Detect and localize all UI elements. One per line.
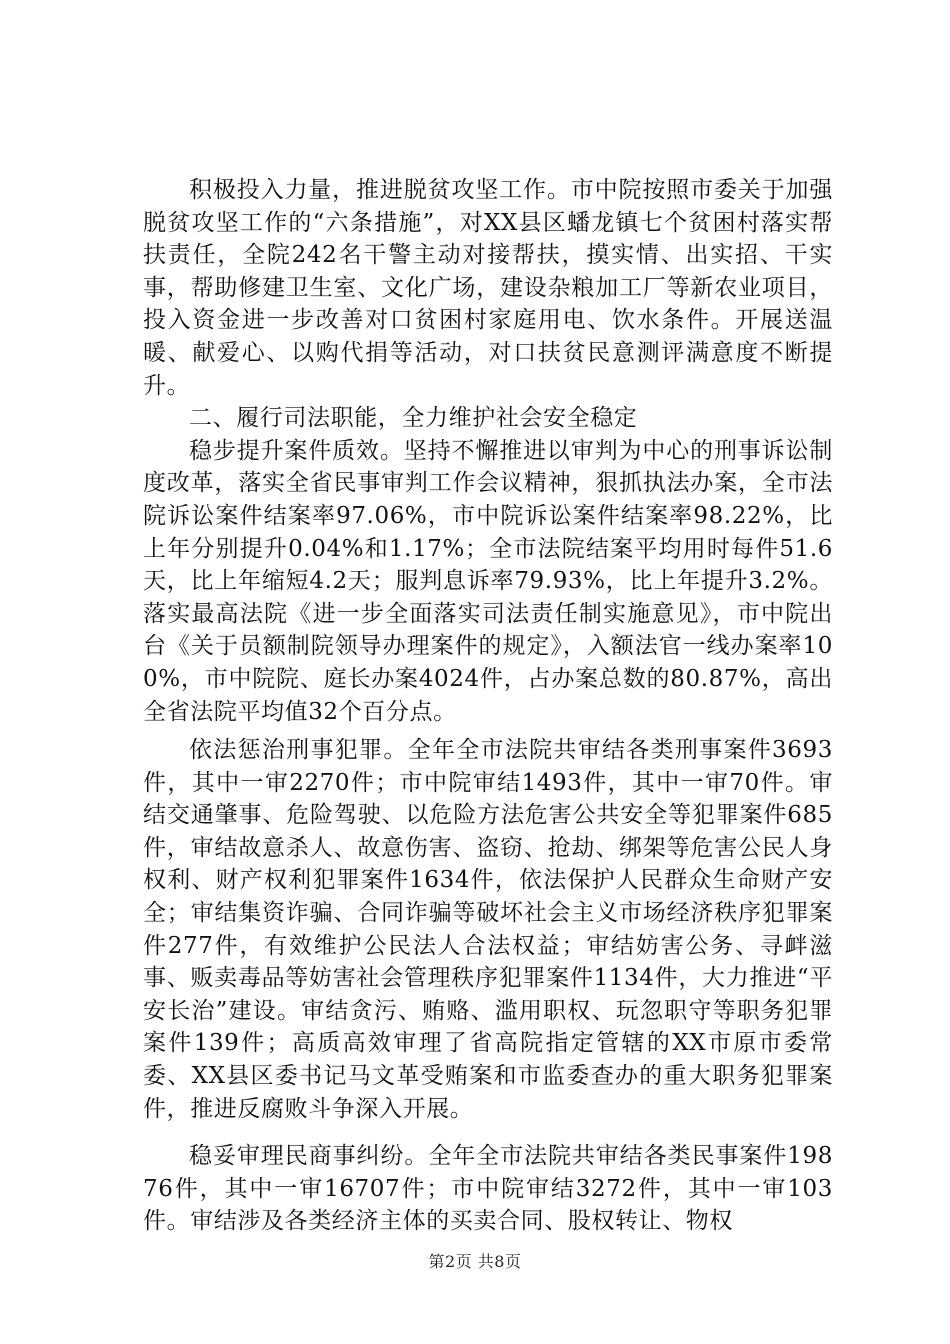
page-number-footer: 第2页 共8页 xyxy=(428,1252,522,1271)
document-body xyxy=(143,174,833,1238)
paragraph-case-quality: 稳步提升案件质效。坚持不懈推进以审判为中心的刑事诉讼制度改革，落实全省民事审判工作会议精神，狠抓执法办案，全市法院诉讼案件结案率97.06%，市中院诉讼案件结案率98.22%，比上年分别提升0.04%和1.17%；全市法院结案平均用时每件51.6天，比上年缩短4.2天；服判息诉率79.93%，比上年提升3.2%。落实最高法院《进一步全面落实司法责任制实施意见》，市中院出台《关于员额制院领导办理案件的规定》，入额法官一线办案率100%，市中院院、庭长办案4024件，占办案总数的80.87%，高出全省法院平均值32个百分点。 xyxy=(143,437,833,725)
paragraph-poverty-alleviation: 积极投入力量，推进脱贫攻坚工作。市中院按照市委关于加强脱贫攻坚工作的“六条措施”，对XX县区蟠龙镇七个贫困村落实帮扶责任，全院242名干警主动对接帮扶，摸实情、出实招、干实事，帮助修建卫生室、文化广场，建设杂粮加工厂等新农业项目，投入资金进一步改善对口贫困村家庭用电、饮水条件。开展送温暖、献爱心、以购代捐等活动，对口扶贫民意测评满意度不断提升。 xyxy=(143,177,833,399)
paragraph-civil-cases: 稳妥审理民商事纠纷。全年全市法院共审结各类民事案件19876件，其中一审16707件；市中院审结3272件，其中一审103件。审结涉及各类经济主体的买卖合同、股权转让、物权 xyxy=(143,1143,833,1235)
section-heading: 二、履行司法职能，全力维护社会安全稳定 xyxy=(189,405,638,432)
paragraph-criminal-cases: 依法惩治刑事犯罪。全年全市法院共审结各类刑事案件3693件，其中一审2270件；市中院审结1493件，其中一审70件。审结交通肇事、危险驾驶、以危险方法危害公共安全等犯罪案件685件，审结故意杀人、故意伤害、盗窃、抢劫、绑架等危害公民人身权利、财产权利犯罪案件1634件，依法保护人民群众生命财产安全；审结集资诈骗、合同诈骗等破坏社会主义市场经济秩序犯罪案件277件，有效维护公民法人合法权益；审结妨害公务、寻衅滋事、贩卖毒品等妨害社会管理秩序犯罪案件1134件，大力推进“平安长治”建设。审结贪污、贿赂、滥用职权、玩忽职守等职务犯罪案件139件；高质高效审理了省高院指定管辖的XX市原市委常委、XX县区委书记马文革受贿案和市监委查办的重大职务犯罪案件，推进反腐败斗争深入开展。 xyxy=(143,737,833,1122)
